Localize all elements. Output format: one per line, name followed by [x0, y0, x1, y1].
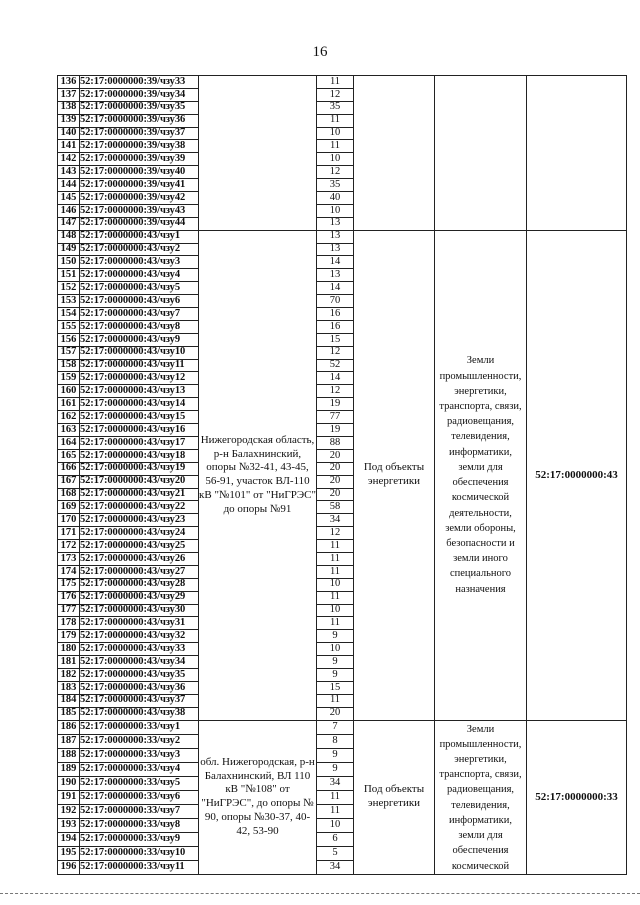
- row-number: 188: [58, 748, 80, 762]
- row-number: 191: [58, 790, 80, 804]
- area-value: 5: [317, 846, 354, 860]
- area-value: 11: [317, 552, 354, 565]
- area-value: 88: [317, 436, 354, 449]
- cadastral-part-number: 52:17:0000000:43/чзу2: [80, 243, 199, 256]
- area-value: 11: [317, 565, 354, 578]
- area-value: 13: [317, 217, 354, 230]
- cadastral-part-number: 52:17:0000000:43/чзу33: [80, 643, 199, 656]
- cadastral-part-number: 52:17:0000000:43/чзу38: [80, 707, 199, 720]
- cadastral-part-number: 52:17:0000000:43/чзу8: [80, 320, 199, 333]
- cadastral-part-number: 52:17:0000000:43/чзу11: [80, 359, 199, 372]
- area-value: 16: [317, 308, 354, 321]
- cadastral-part-number: 52:17:0000000:43/чзу12: [80, 372, 199, 385]
- area-value: 58: [317, 501, 354, 514]
- cadastral-part-number: 52:17:0000000:33/чзу2: [80, 734, 199, 748]
- row-number: 143: [58, 166, 80, 179]
- row-number: 146: [58, 204, 80, 217]
- area-value: 10: [317, 818, 354, 832]
- cadastral-part-number: 52:17:0000000:33/чзу5: [80, 776, 199, 790]
- row-number: 183: [58, 681, 80, 694]
- area-value: 11: [317, 114, 354, 127]
- row-number: 171: [58, 527, 80, 540]
- area-value: 12: [317, 385, 354, 398]
- cadastral-part-number: 52:17:0000000:43/чзу22: [80, 501, 199, 514]
- cadastral-part-number: 52:17:0000000:43/чзу3: [80, 256, 199, 269]
- row-number: 158: [58, 359, 80, 372]
- area-value: 10: [317, 127, 354, 140]
- area-value: 20: [317, 488, 354, 501]
- row-number: 142: [58, 153, 80, 166]
- row-number: 187: [58, 734, 80, 748]
- area-value: 9: [317, 668, 354, 681]
- row-number: 175: [58, 578, 80, 591]
- row-number: 177: [58, 604, 80, 617]
- cadastral-part-number: 52:17:0000000:33/чзу1: [80, 720, 199, 734]
- cadastral-part-number: 52:17:0000000:39/чзу44: [80, 217, 199, 230]
- cadastral-part-number: 52:17:0000000:33/чзу9: [80, 832, 199, 846]
- cadastral-part-number: 52:17:0000000:43/чзу21: [80, 488, 199, 501]
- cadastral-part-number: 52:17:0000000:43/чзу24: [80, 527, 199, 540]
- area-value: 11: [317, 804, 354, 818]
- area-value: 10: [317, 643, 354, 656]
- row-number: 147: [58, 217, 80, 230]
- row-number: 145: [58, 192, 80, 205]
- row-number: 172: [58, 540, 80, 553]
- area-value: 40: [317, 192, 354, 205]
- row-number: 151: [58, 269, 80, 282]
- cadastral-part-number: 52:17:0000000:33/чзу8: [80, 818, 199, 832]
- area-value: 14: [317, 256, 354, 269]
- cadastral-part-number: 52:17:0000000:43/чзу6: [80, 295, 199, 308]
- purpose-cell: [354, 76, 435, 231]
- cadastral-part-number: 52:17:0000000:43/чзу9: [80, 333, 199, 346]
- area-value: 13: [317, 269, 354, 282]
- area-value: 15: [317, 333, 354, 346]
- cadastral-part-number: 52:17:0000000:43/чзу34: [80, 656, 199, 669]
- row-number: 153: [58, 295, 80, 308]
- row-number: 176: [58, 591, 80, 604]
- cadastral-part-number: 52:17:0000000:39/чзу37: [80, 127, 199, 140]
- cadastral-part-number: 52:17:0000000:43/чзу16: [80, 424, 199, 437]
- table-row: [58, 230, 627, 243]
- area-value: 15: [317, 681, 354, 694]
- cadastral-part-number: 52:17:0000000:43/чзу26: [80, 552, 199, 565]
- row-number: 179: [58, 630, 80, 643]
- row-number: 155: [58, 320, 80, 333]
- row-number: 182: [58, 668, 80, 681]
- cadastral-part-number: 52:17:0000000:33/чзу10: [80, 846, 199, 860]
- area-value: 10: [317, 204, 354, 217]
- area-value: 70: [317, 295, 354, 308]
- area-value: 19: [317, 398, 354, 411]
- area-value: 11: [317, 540, 354, 553]
- table-row: [58, 720, 627, 734]
- area-value: 12: [317, 346, 354, 359]
- land-category-cell: Земли промышленности, энергетики, транспорта, связи, радиовещания, телевидения, информатики, земли для обеспечения космической деятельности, земли обороны, безопасности и земли иного специального назначения: [435, 230, 527, 720]
- area-value: 35: [317, 179, 354, 192]
- area-value: 14: [317, 372, 354, 385]
- row-number: 193: [58, 818, 80, 832]
- area-value: 11: [317, 591, 354, 604]
- row-number: 189: [58, 762, 80, 776]
- area-value: 77: [317, 411, 354, 424]
- row-number: 159: [58, 372, 80, 385]
- cadastral-part-number: 52:17:0000000:43/чзу29: [80, 591, 199, 604]
- cadastral-part-number: 52:17:0000000:43/чзу37: [80, 694, 199, 707]
- row-number: 162: [58, 411, 80, 424]
- page-number: 16: [312, 44, 328, 60]
- row-number: 160: [58, 385, 80, 398]
- area-value: 11: [317, 76, 354, 89]
- row-number: 165: [58, 449, 80, 462]
- cadastral-part-number: 52:17:0000000:39/чзу35: [80, 101, 199, 114]
- area-value: 14: [317, 282, 354, 295]
- purpose-cell: Под объекты энергетики: [354, 720, 435, 874]
- cadastral-part-number: 52:17:0000000:43/чзу23: [80, 514, 199, 527]
- parent-cadastral-number: 52:17:0000000:43: [527, 230, 627, 720]
- row-number: 173: [58, 552, 80, 565]
- cadastral-part-number: 52:17:0000000:39/чзу40: [80, 166, 199, 179]
- row-number: 136: [58, 76, 80, 89]
- row-number: 140: [58, 127, 80, 140]
- cadastral-part-number: 52:17:0000000:39/чзу42: [80, 192, 199, 205]
- cadastral-part-number: 52:17:0000000:43/чзу1: [80, 230, 199, 243]
- area-value: 12: [317, 166, 354, 179]
- area-value: 10: [317, 604, 354, 617]
- row-number: 168: [58, 488, 80, 501]
- parent-cadastral-number: [527, 76, 627, 231]
- row-number: 137: [58, 88, 80, 101]
- row-number: 192: [58, 804, 80, 818]
- row-number: 186: [58, 720, 80, 734]
- cadastral-part-number: 52:17:0000000:43/чзу18: [80, 449, 199, 462]
- row-number: 195: [58, 846, 80, 860]
- row-number: 150: [58, 256, 80, 269]
- cadastral-part-number: 52:17:0000000:39/чзу33: [80, 76, 199, 89]
- row-number: 152: [58, 282, 80, 295]
- area-value: 6: [317, 832, 354, 846]
- cadastral-part-number: 52:17:0000000:39/чзу34: [80, 88, 199, 101]
- area-value: 13: [317, 230, 354, 243]
- row-number: 169: [58, 501, 80, 514]
- row-number: 180: [58, 643, 80, 656]
- row-number: 190: [58, 776, 80, 790]
- row-number: 149: [58, 243, 80, 256]
- area-value: 34: [317, 776, 354, 790]
- area-value: 20: [317, 462, 354, 475]
- row-number: 156: [58, 333, 80, 346]
- area-value: 10: [317, 578, 354, 591]
- cadastral-part-number: 52:17:0000000:39/чзу43: [80, 204, 199, 217]
- area-value: 11: [317, 617, 354, 630]
- cadastral-part-number: 52:17:0000000:43/чзу36: [80, 681, 199, 694]
- cadastral-part-number: 52:17:0000000:39/чзу39: [80, 153, 199, 166]
- cadastral-part-number: 52:17:0000000:43/чзу17: [80, 436, 199, 449]
- area-value: 34: [317, 860, 354, 874]
- area-value: 9: [317, 748, 354, 762]
- row-number: 161: [58, 398, 80, 411]
- cadastral-part-number: 52:17:0000000:43/чзу30: [80, 604, 199, 617]
- cadastral-part-number: 52:17:0000000:39/чзу36: [80, 114, 199, 127]
- area-value: 20: [317, 475, 354, 488]
- cadastral-part-number: 52:17:0000000:33/чзу11: [80, 860, 199, 874]
- area-value: 9: [317, 762, 354, 776]
- cadastral-part-number: 52:17:0000000:43/чзу35: [80, 668, 199, 681]
- cadastral-part-number: 52:17:0000000:43/чзу15: [80, 411, 199, 424]
- row-number: 141: [58, 140, 80, 153]
- row-number: 178: [58, 617, 80, 630]
- cadastral-part-number: 52:17:0000000:39/чзу38: [80, 140, 199, 153]
- cadastral-part-number: 52:17:0000000:43/чзу27: [80, 565, 199, 578]
- area-value: 20: [317, 449, 354, 462]
- area-value: 19: [317, 424, 354, 437]
- row-number: 138: [58, 101, 80, 114]
- row-number: 157: [58, 346, 80, 359]
- location-cell: обл. Нижегородская, р-н Балахнинский, ВЛ 110 кВ "№108" от "НиГРЭС", до опоры № 90, опоры №30-37, 40-42, 53-90: [199, 720, 317, 874]
- cadastral-part-number: 52:17:0000000:33/чзу4: [80, 762, 199, 776]
- area-value: 12: [317, 88, 354, 101]
- cadastral-part-number: 52:17:0000000:33/чзу3: [80, 748, 199, 762]
- area-value: 35: [317, 101, 354, 114]
- row-number: 164: [58, 436, 80, 449]
- row-number: 196: [58, 860, 80, 874]
- cadastral-part-number: 52:17:0000000:33/чзу6: [80, 790, 199, 804]
- row-number: 194: [58, 832, 80, 846]
- cadastral-part-number: 52:17:0000000:43/чзу5: [80, 282, 199, 295]
- row-number: 139: [58, 114, 80, 127]
- parent-cadastral-number: 52:17:0000000:33: [527, 720, 627, 874]
- row-number: 166: [58, 462, 80, 475]
- location-cell: Нижегородская область, р-н Балахнинский, опоры №32-41, 43-45, 56-91, участок ВЛ-110 кВ "№101" от "НиГРЭС" до опоры №91: [199, 230, 317, 720]
- area-value: 20: [317, 707, 354, 720]
- area-value: 7: [317, 720, 354, 734]
- scan-edge-line: [0, 893, 640, 894]
- cadastral-part-number: 52:17:0000000:43/чзу31: [80, 617, 199, 630]
- row-number: 185: [58, 707, 80, 720]
- row-number: 148: [58, 230, 80, 243]
- area-value: 9: [317, 656, 354, 669]
- row-number: 163: [58, 424, 80, 437]
- purpose-cell: Под объекты энергетики: [354, 230, 435, 720]
- row-number: 170: [58, 514, 80, 527]
- row-number: 184: [58, 694, 80, 707]
- area-value: 16: [317, 320, 354, 333]
- cadastral-part-number: 52:17:0000000:43/чзу4: [80, 269, 199, 282]
- area-value: 11: [317, 694, 354, 707]
- land-category-cell: Земли промышленности, энергетики, транспорта, связи, радиовещания, телевидения, информатики, земли для обеспечения космической: [435, 720, 527, 874]
- row-number: 174: [58, 565, 80, 578]
- area-value: 13: [317, 243, 354, 256]
- area-value: 12: [317, 527, 354, 540]
- area-value: 11: [317, 140, 354, 153]
- area-value: 9: [317, 630, 354, 643]
- cadastral-part-number: 52:17:0000000:43/чзу10: [80, 346, 199, 359]
- cadastral-part-number: 52:17:0000000:33/чзу7: [80, 804, 199, 818]
- cadastral-part-number: 52:17:0000000:43/чзу28: [80, 578, 199, 591]
- cadastral-part-number: 52:17:0000000:43/чзу14: [80, 398, 199, 411]
- area-value: 11: [317, 790, 354, 804]
- cadastral-part-number: 52:17:0000000:43/чзу32: [80, 630, 199, 643]
- row-number: 167: [58, 475, 80, 488]
- area-value: 10: [317, 153, 354, 166]
- cadastral-part-number: 52:17:0000000:43/чзу20: [80, 475, 199, 488]
- row-number: 154: [58, 308, 80, 321]
- area-value: 34: [317, 514, 354, 527]
- cadastral-part-number: 52:17:0000000:43/чзу25: [80, 540, 199, 553]
- row-number: 144: [58, 179, 80, 192]
- land-category-cell: [435, 76, 527, 231]
- table-row: [58, 76, 627, 89]
- row-number: 181: [58, 656, 80, 669]
- cadastral-part-number: 52:17:0000000:43/чзу13: [80, 385, 199, 398]
- area-value: 8: [317, 734, 354, 748]
- location-cell: [199, 76, 317, 231]
- land-plots-table: [57, 75, 627, 875]
- cadastral-part-number: 52:17:0000000:43/чзу19: [80, 462, 199, 475]
- cadastral-part-number: 52:17:0000000:43/чзу7: [80, 308, 199, 321]
- cadastral-part-number: 52:17:0000000:39/чзу41: [80, 179, 199, 192]
- area-value: 52: [317, 359, 354, 372]
